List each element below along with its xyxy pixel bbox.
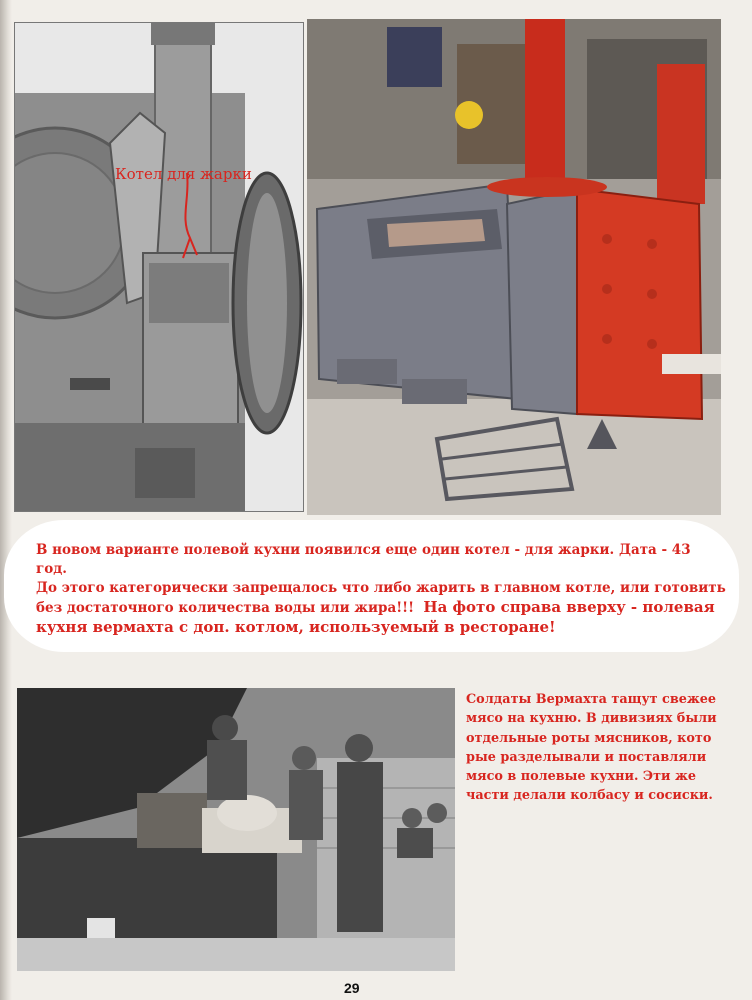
page-edge [0, 0, 12, 1000]
caption-line-2: До этого категорически запрещалось что либо жарить в главном котле, или готовить [36, 580, 726, 596]
caption-line-3 [36, 598, 726, 618]
bottom-caption-line: отдельные роты мясников, кото [466, 730, 712, 746]
caption-line-3-end: На фото справа вверху - полевая [423, 598, 715, 616]
soldiers-photo [17, 688, 455, 971]
field-kitchen-photo [14, 22, 304, 512]
bottom-caption [466, 690, 738, 806]
bottom-caption-line: части делали колбасу и сосиски. [466, 788, 713, 804]
caption-line-3-start: без достаточного количества воды или жира!!! [36, 600, 414, 616]
frying-boiler-label: Котел для жарки [115, 165, 252, 183]
bottom-caption-line: рые разделывали и поставляли [466, 749, 707, 765]
bottom-caption-line: мясо на кухню. В дивизиях были [466, 711, 717, 727]
caption-line-1: В новом варианте полевой кухни появился еще один котел - для жарки. Дата - 43 год. [36, 542, 691, 577]
bottom-caption-line: мясо в полевые кухни. Эти же [466, 769, 697, 785]
restaurant-kitchen-photo [307, 19, 721, 515]
bottom-caption-line: Солдаты Вермахта тащут свежее [466, 692, 717, 707]
page-number: 29 [344, 980, 360, 996]
caption-text [36, 541, 726, 637]
caption-line-4: кухня вермахта с доп. котлом, используемый в ресторане! [36, 618, 556, 636]
